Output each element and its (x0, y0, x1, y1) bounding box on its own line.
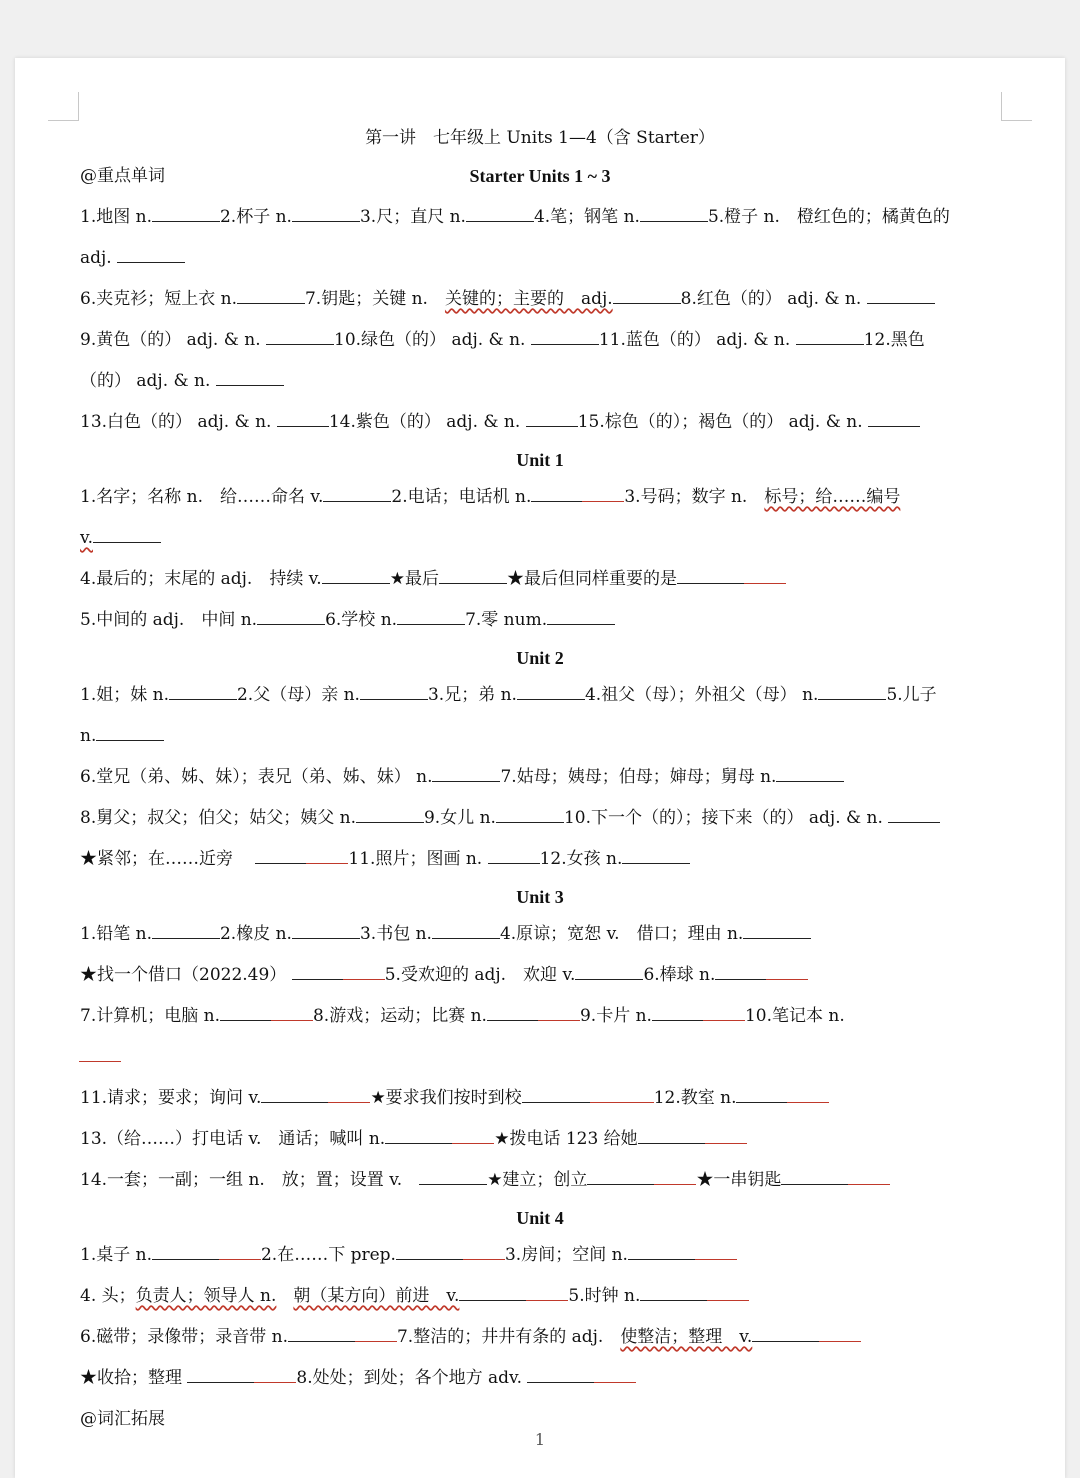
unit2-item-7: 7.姑母；姨母；伯母；婶母；舅母 n. (500, 767, 777, 787)
answer-blank-marked[interactable] (654, 1168, 696, 1185)
unit3-star-2: ★要求我们按时到校 (370, 1088, 522, 1108)
answer-blank[interactable] (776, 765, 844, 782)
unit4-item-4-noun: 负责人；领导人 n. (135, 1286, 277, 1306)
answer-blank-marked[interactable] (343, 963, 385, 980)
answer-blank[interactable] (752, 1325, 820, 1342)
starter-item-10: 10.绿色（的） adj. & n. (334, 330, 526, 350)
answer-blank-marked[interactable] (787, 1086, 829, 1103)
answer-blank[interactable] (459, 1284, 527, 1301)
answer-blank[interactable] (818, 683, 886, 700)
answer-blank[interactable] (432, 922, 500, 939)
answer-blank-marked[interactable] (848, 1168, 890, 1185)
answer-blank-marked[interactable] (526, 1284, 568, 1301)
unit3-item-6: 6.棒球 n. (643, 965, 716, 985)
unit2-item-8: 8.舅父；叔父；伯父；姑父；姨父 n. (80, 808, 356, 828)
unit2-item-10: 10.下一个（的）；接下来（的） adj. & n. (563, 808, 883, 828)
unit1-line-1b (80, 518, 1000, 559)
answer-blank[interactable] (322, 567, 390, 584)
answer-blank[interactable] (640, 1284, 708, 1301)
answer-blank-marked[interactable] (271, 1004, 313, 1021)
answer-blank-marked[interactable] (819, 1325, 861, 1342)
answer-blank[interactable] (419, 1168, 487, 1185)
answer-blank-marked[interactable] (766, 963, 808, 980)
starter-line-1 (80, 197, 1000, 238)
unit2-item-11: 11.照片；图画 n. (348, 849, 483, 869)
starter-line-3b (80, 361, 1000, 402)
answer-blank[interactable] (526, 410, 578, 427)
unit3-item-10: 10.笔记本 n. (744, 1006, 845, 1026)
unit1-item-1: 1.名字；名称 n. 给……命名 v. (80, 487, 324, 507)
starter-heading-row (80, 156, 1000, 197)
answer-blank[interactable] (356, 806, 424, 823)
unit3-item-11: 11.请求；要求；询问 v. (80, 1088, 262, 1108)
unit1-item-7: 7.零 num. (465, 610, 548, 630)
unit4-item-1: 1.桌子 n. (80, 1245, 152, 1265)
starter-item-15: 15.棕色（的）；褐色（的） adj. & n. (577, 412, 863, 432)
unit1-item-6: 6.学校 n. (325, 610, 398, 630)
unit3-item-2: 2.橡皮 n. (219, 924, 292, 944)
answer-blank[interactable] (715, 963, 767, 980)
answer-blank[interactable] (266, 328, 334, 345)
unit3-line-6 (80, 1160, 1000, 1201)
answer-blank[interactable] (488, 847, 540, 864)
document-page (15, 58, 1065, 1478)
answer-blank-marked[interactable] (355, 1325, 397, 1342)
page-title: 第一讲 七年级上 Units 1—4（含 Starter） (365, 128, 715, 148)
starter-item-8: 8.红色（的） adj. & n. (680, 289, 862, 309)
unit3-line-3 (80, 996, 1000, 1037)
unit1-item-2: 2.电话；电话机 n. (391, 487, 532, 507)
unit3-star-4: ★建立；创立 (487, 1170, 588, 1190)
unit3-item-12: 12.教室 n. (653, 1088, 737, 1108)
unit2-item-3: 3.兄；弟 n. (427, 685, 517, 705)
unit2-line-3 (80, 798, 1000, 839)
answer-blank-marked[interactable] (463, 1243, 505, 1260)
answer-blank[interactable] (547, 608, 615, 625)
answer-blank[interactable] (152, 205, 220, 222)
unit3-line-4 (80, 1078, 1000, 1119)
starter-item-12: 12.黑色 (863, 330, 925, 350)
starter-heading: Starter Units 1 ~ 3 (469, 166, 611, 186)
unit3-item-4: 4.原谅；宽恕 v. 借口；理由 n. (499, 924, 744, 944)
unit4-item-6: 6.磁带；录像带；录音带 n. (80, 1327, 288, 1347)
starter-line-3 (80, 320, 1000, 361)
corner-mark-top-left (48, 92, 79, 121)
unit3-item-9: 9.卡片 n. (579, 1006, 652, 1026)
answer-blank[interactable] (360, 683, 428, 700)
unit1-line-2 (80, 559, 1000, 600)
answer-blank[interactable] (531, 328, 599, 345)
unit3-line-1 (80, 914, 1000, 955)
unit4-line-4 (80, 1358, 1000, 1399)
answer-blank[interactable] (96, 724, 164, 741)
unit2-item-6: 6.堂兄（弟、姊、妹）；表兄（弟、姊、妹） n. (80, 767, 433, 787)
unit4-item-7: 7.整洁的；井井有条的 adj. (396, 1327, 604, 1347)
answer-blank-marked[interactable] (705, 1127, 747, 1144)
answer-blank[interactable] (527, 1366, 595, 1383)
answer-blank-marked[interactable] (703, 1004, 745, 1021)
unit2-star-1: ★紧邻；在……近旁 (80, 849, 233, 869)
unit4-star-1: ★收拾；整理 (80, 1368, 182, 1388)
answer-blank[interactable] (152, 922, 220, 939)
answer-blank-marked[interactable] (744, 567, 786, 584)
answer-blank[interactable] (220, 1004, 272, 1021)
unit2-item-12: 12.女孩 n. (539, 849, 623, 869)
answer-blank[interactable] (638, 1127, 706, 1144)
answer-blank[interactable] (736, 1086, 788, 1103)
starter-item-13: 13.白色（的） adj. & n. (80, 412, 272, 432)
unit3-line-5 (80, 1119, 1000, 1160)
unit2-item-1: 1.姐；妹 n. (80, 685, 169, 705)
section-label: @重点单词 (80, 166, 165, 186)
answer-blank-marked[interactable] (594, 1366, 636, 1383)
unit1-line-1 (80, 477, 1000, 518)
answer-blank[interactable] (517, 683, 585, 700)
starter-item-14: 14.紫色（的） adj. & n. (328, 412, 521, 432)
unit4-item-2: 2.在……下 prep. (260, 1245, 396, 1265)
starter-item-7: 7.钥匙；关键 n. (304, 289, 428, 309)
answer-blank[interactable] (288, 1325, 356, 1342)
unit3-item-5: 5.受欢迎的 adj. 欢迎 v. (384, 965, 576, 985)
answer-blank[interactable] (888, 806, 940, 823)
answer-blank[interactable] (622, 847, 690, 864)
unit3-item-1: 1.铅笔 n. (80, 924, 152, 944)
answer-blank-marked[interactable] (695, 1243, 737, 1260)
answer-blank[interactable] (496, 806, 564, 823)
unit2-item-2: 2.父（母）亲 n. (236, 685, 360, 705)
unit3-item-7: 7.计算机；电脑 n. (80, 1006, 220, 1026)
answer-blank[interactable] (396, 1243, 464, 1260)
answer-blank[interactable] (292, 922, 360, 939)
answer-blank[interactable] (466, 205, 534, 222)
starter-item-1: 1.地图 n. (80, 207, 152, 227)
answer-blank-marked[interactable] (79, 1045, 121, 1062)
answer-blank[interactable] (257, 608, 325, 625)
corner-mark-top-right (1001, 92, 1032, 121)
starter-line-2 (80, 279, 1000, 320)
answer-blank[interactable] (868, 410, 920, 427)
answer-blank-marked[interactable] (328, 1086, 370, 1103)
unit4-item-3: 3.房间；空间 n. (504, 1245, 628, 1265)
starter-item-9: 9.黄色（的） adj. & n. (80, 330, 261, 350)
unit2-line-1 (80, 675, 1000, 716)
unit1-star-2: ★最后但同样重要的是 (506, 569, 677, 589)
unit4-heading: Unit 4 (516, 1208, 564, 1228)
answer-blank-marked[interactable] (254, 1366, 296, 1383)
starter-item-5-pos: adj. (80, 248, 112, 268)
answer-blank[interactable] (255, 847, 307, 864)
unit1-item-3-verb: 标号；给……编号 (764, 487, 901, 507)
unit4-line-1 (80, 1235, 1000, 1276)
page-number: 1 (534, 1430, 546, 1449)
answer-blank[interactable] (867, 287, 935, 304)
answer-blank[interactable] (652, 1004, 704, 1021)
answer-blank[interactable] (93, 526, 161, 543)
unit3-star-5: ★一串钥匙 (696, 1170, 782, 1190)
unit1-heading: Unit 1 (516, 450, 564, 470)
answer-blank[interactable] (237, 287, 305, 304)
unit1-line-3 (80, 600, 1000, 641)
answer-blank-marked[interactable] (219, 1243, 261, 1260)
starter-item-11: 11.蓝色（的） adj. & n. (598, 330, 791, 350)
unit3-line-2 (80, 955, 1000, 996)
answer-blank[interactable] (640, 205, 708, 222)
answer-blank[interactable] (781, 1168, 849, 1185)
starter-item-7-adj: 关键的；主要的 adj. (444, 289, 613, 309)
starter-item-12-pos: （的） adj. & n. (80, 371, 211, 391)
unit2-item-5: 5.儿子 (886, 685, 937, 705)
answer-blank[interactable] (323, 485, 391, 502)
answer-blank[interactable] (531, 485, 583, 502)
answer-blank[interactable] (261, 1086, 329, 1103)
answer-blank[interactable] (628, 1243, 696, 1260)
unit4-item-4-verb: 朝（某方向）前进 v. (293, 1286, 460, 1306)
unit3-line-3b (80, 1037, 1000, 1078)
unit2-item-5-pos: n. (80, 726, 97, 746)
answer-blank[interactable] (277, 410, 329, 427)
unit4-line-3 (80, 1317, 1000, 1358)
unit2-item-9: 9.女儿 n. (423, 808, 496, 828)
unit1-item-3: 3.号码；数字 n. (624, 487, 748, 507)
answer-blank-marked[interactable] (707, 1284, 749, 1301)
answer-blank[interactable] (169, 683, 237, 700)
unit3-heading: Unit 3 (516, 887, 564, 907)
answer-blank[interactable] (397, 608, 465, 625)
answer-blank[interactable] (152, 1243, 220, 1260)
starter-item-2: 2.杯子 n. (219, 207, 292, 227)
answer-blank[interactable] (522, 1086, 590, 1103)
answer-blank[interactable] (613, 287, 681, 304)
starter-item-5: 5.橙子 n. 橙红色的；橘黄色的 (707, 207, 950, 227)
answer-blank[interactable] (292, 205, 360, 222)
unit2-line-2 (80, 757, 1000, 798)
unit2-line-4 (80, 839, 1000, 880)
unit4-item-7-verb: 使整洁；整理 v. (620, 1327, 753, 1347)
unit3-item-3: 3.书包 n. (359, 924, 432, 944)
answer-blank[interactable] (292, 963, 344, 980)
unit4-item-8: 8.处处；到处；各个地方 adv. (296, 1368, 523, 1388)
starter-item-3: 3.尺；直尺 n. (359, 207, 466, 227)
unit1-item-5: 5.中间的 adj. 中间 n. (80, 610, 258, 630)
starter-item-4: 4.笔；钢笔 n. (533, 207, 640, 227)
starter-item-6: 6.夹克衫；短上衣 n. (80, 289, 237, 309)
unit3-star-1: ★找一个借口（2022.49） (80, 965, 287, 985)
unit3-item-8: 8.游戏；运动；比赛 n. (312, 1006, 487, 1026)
answer-blank[interactable] (216, 369, 284, 386)
page-content (80, 120, 1000, 1440)
unit3-item-13: 13.（给……）打电话 v. 通话；喊叫 n. (80, 1129, 386, 1149)
unit3-star-3: ★拨电话 123 给她 (494, 1129, 638, 1149)
answer-blank-marked[interactable] (538, 1004, 580, 1021)
answer-blank-marked[interactable] (590, 1086, 654, 1103)
answer-blank[interactable] (385, 1127, 453, 1144)
answer-blank-marked[interactable] (306, 847, 348, 864)
unit2-line-1b (80, 716, 1000, 757)
answer-blank[interactable] (117, 246, 185, 263)
unit2-heading: Unit 2 (516, 648, 564, 668)
answer-blank[interactable] (796, 328, 864, 345)
answer-blank[interactable] (677, 567, 745, 584)
answer-blank[interactable] (187, 1366, 255, 1383)
unit4-item-5: 5.时钟 n. (568, 1286, 641, 1306)
answer-blank[interactable] (743, 922, 811, 939)
starter-line-1b (80, 238, 1000, 279)
vocab-expansion-label: @词汇拓展 (80, 1409, 165, 1429)
unit3-item-14: 14.一套；一副；一组 n. 放；置；设置 v. (80, 1170, 403, 1190)
answer-blank[interactable] (587, 1168, 655, 1185)
unit1-item-3-pos: v. (80, 528, 93, 548)
answer-blank-marked[interactable] (582, 485, 624, 502)
answer-blank-marked[interactable] (452, 1127, 494, 1144)
unit1-star-1: ★最后 (389, 569, 439, 589)
unit4-line-2 (80, 1276, 1000, 1317)
starter-line-4 (80, 402, 1000, 443)
answer-blank[interactable] (432, 765, 500, 782)
unit2-item-4: 4.祖父（母）；外祖父（母） n. (584, 685, 819, 705)
answer-blank[interactable] (487, 1004, 539, 1021)
answer-blank[interactable] (575, 963, 643, 980)
unit4-item-4: 4. 头； (80, 1286, 136, 1306)
unit1-item-4: 4.最后的；末尾的 adj. 持续 v. (80, 569, 322, 589)
answer-blank[interactable] (439, 567, 507, 584)
